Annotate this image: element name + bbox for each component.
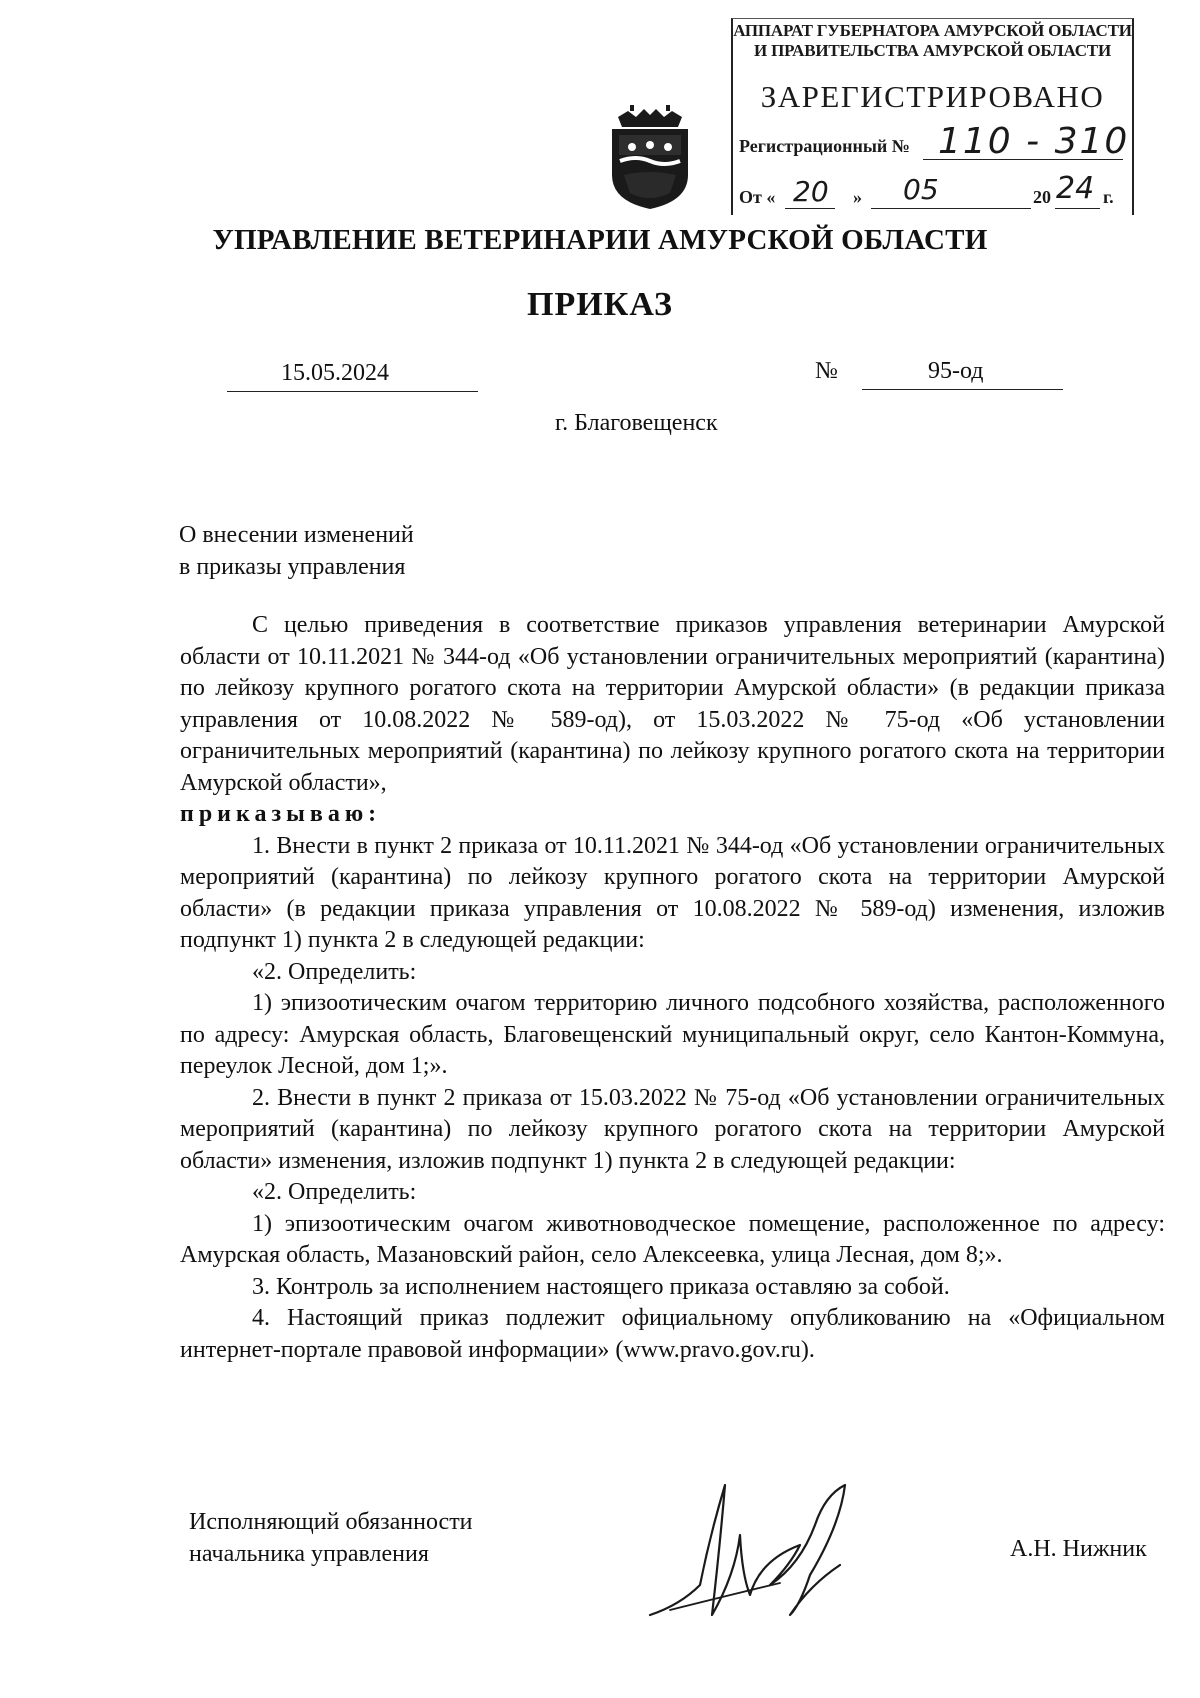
paragraph-2-item: 1) эпизоотическим очагом животноводческое помещение, расположенное по адресу: Амурская область, Мазановский район, село Алексеевка, улица Лесная, дом 8;».: [180, 1210, 1165, 1268]
order-word: приказываю:: [180, 801, 382, 827]
subject-line1: О внесении изменений: [179, 522, 414, 548]
city: г. Благовещенск: [555, 410, 718, 436]
stamp-year-prefix: 20: [1033, 187, 1051, 207]
position-line1: Исполняющий обязанности: [189, 1509, 473, 1535]
agency-name: УПРАВЛЕНИЕ ВЕТЕРИНАРИИ АМУРСКОЙ ОБЛАСТИ: [212, 224, 988, 256]
registration-stamp: [731, 18, 1134, 215]
stamp-reg-number: 110 - 310: [938, 121, 1130, 162]
stamp-from-label: От «: [739, 187, 776, 207]
signatory-name: А.Н. Нижник: [1010, 1536, 1147, 1562]
stamp-reg-label: Регистрационный №: [739, 136, 910, 156]
paragraph-1-define: «2. Определить:: [252, 958, 417, 985]
order-subject: [179, 519, 414, 583]
preamble: С целью приведения в соответствие приказов управления ветеринарии Амурской области от 10.11.2021 № 344-од «Об установлении ограничительных мероприятий (карантина) по лейкозу крупного рогатого скота на территории Амурской области» (в редакции приказа управления от 10.08.2022 № 589-од), от 15.03.2022 № 75-од «Об установлении ограничительных мероприятий (карантина) по лейкозу крупного рогатого скота на территории Амурской области»,: [180, 612, 1165, 796]
paragraph-2: 2. Внести в пункт 2 приказа от 15.03.2022 № 75-од «Об установлении ограничительных мероприятий (карантина) по лейкозу крупного рогатого скота на территории Амурской области» изменения, изложив подпункт 1) пункта 2 в следующей редакции:: [180, 1084, 1165, 1174]
paragraph-3: 3. Контроль за исполнением настоящего приказа оставляю за собой.: [252, 1273, 950, 1300]
coat-of-arms-icon: [606, 105, 694, 211]
stamp-year-mark: г.: [1103, 187, 1114, 207]
stamp-org-line2: И ПРАВИТЕЛЬСТВА АМУРСКОЙ ОБЛАСТИ: [754, 41, 1111, 60]
number-underline: [862, 389, 1063, 390]
stamp-year-suffix: 24: [1056, 171, 1095, 206]
paragraph-1: 1. Внести в пункт 2 приказа от 10.11.2021 № 344-од «Об установлении ограничительных мероприятий (карантина) по лейкозу крупного рогатого скота на территории Амурской области» (в редакции приказа управления от 10.08.2022 № 589-од) изменения, изложив подпункт 1) пункта 2 в следующей редакции:: [180, 832, 1165, 953]
number-label: №: [815, 358, 838, 384]
order-body: [180, 610, 1165, 1366]
stamp-quote-close: »: [853, 187, 862, 207]
stamp-month: 05: [903, 173, 939, 206]
order-date: 15.05.2024: [281, 360, 389, 386]
handwritten-signature: [640, 1465, 880, 1630]
stamp-registered-label: ЗАРЕГИСТРИРОВАНО: [760, 79, 1105, 114]
position-line2: начальника управления: [189, 1541, 429, 1567]
date-underline: [227, 391, 478, 392]
stamp-day-underline: [785, 208, 835, 209]
paragraph-4: 4. Настоящий приказ подлежит официальному опубликованию на «Официальном интернет-портале правовой информации» (www.pravo.gov.ru).: [180, 1305, 1165, 1363]
document-type: ПРИКАЗ: [527, 286, 673, 323]
stamp-year-underline: [1055, 208, 1100, 209]
stamp-month-underline: [871, 208, 1031, 209]
order-number: 95-од: [928, 358, 984, 384]
stamp-day: 20: [793, 175, 829, 208]
paragraph-2-define: «2. Определить:: [252, 1179, 417, 1205]
stamp-org-line1: АППАРАТ ГУБЕРНАТОРА АМУРСКОЙ ОБЛАСТИ: [733, 21, 1132, 40]
paragraph-1-item: 1) эпизоотическим очагом территорию личного подсобного хозяйства, расположенного по адресу: Амурская область, Благовещенский муниципальный округ, село Кантон-Коммуна, переулок Лесной, дом 1;».: [180, 990, 1165, 1079]
subject-line2: в приказы управления: [179, 554, 406, 580]
signatory-position: [189, 1506, 473, 1570]
